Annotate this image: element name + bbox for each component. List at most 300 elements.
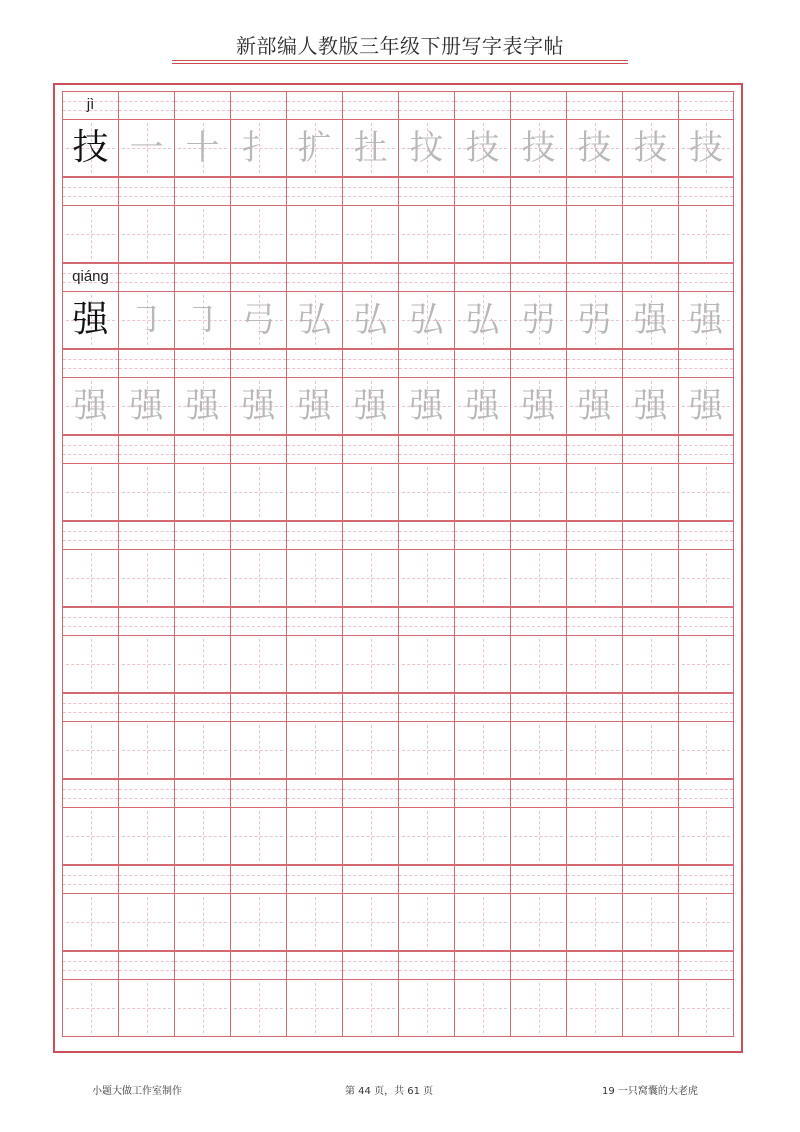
pinyin-row: [62, 521, 734, 549]
page-title: 新部编人教版三年级下册写字表字帖: [236, 34, 564, 58]
pinyin-cell: [230, 91, 286, 119]
pinyin-cell: [230, 435, 286, 463]
pinyin-cell: [118, 607, 174, 635]
pinyin-cell: [622, 693, 678, 721]
pinyin-cell: [342, 951, 398, 979]
pinyin-cell: [510, 607, 566, 635]
pinyin-cell: [62, 521, 118, 549]
tianzige-cell: [230, 893, 286, 951]
pinyin-cell: [342, 263, 398, 291]
pinyin-cell: [118, 91, 174, 119]
tianzige-cell: [118, 807, 174, 865]
pinyin-cell: [286, 91, 342, 119]
tianzige-cell: [230, 205, 286, 263]
trace-character: ㇆: [185, 300, 220, 340]
tianzige-cell: [230, 979, 286, 1037]
pinyin-cell: [62, 177, 118, 205]
pinyin-cell: [678, 865, 734, 893]
tianzige-cell: [398, 807, 454, 865]
tianzige-cell: [342, 893, 398, 951]
tianzige-cell: [398, 979, 454, 1037]
tianzige-cell: [566, 291, 622, 349]
trace-character: 强: [689, 300, 723, 340]
pinyin-cell: [678, 177, 734, 205]
tianzige-cell: [118, 119, 174, 177]
trace-character: 强: [521, 386, 556, 426]
tianzige-cell: [342, 549, 398, 607]
tianzige-cell: [62, 205, 118, 263]
pinyin-cell: [342, 91, 398, 119]
pinyin-cell: [174, 521, 230, 549]
trace-character: 弘: [409, 300, 444, 340]
pinyin-cell: [510, 865, 566, 893]
tianzige-cell: [342, 119, 398, 177]
tianzige-cell: [286, 205, 342, 263]
tianzige-cell: [510, 893, 566, 951]
tianzige-cell: [678, 635, 734, 693]
trace-character: 强: [577, 386, 612, 426]
pinyin-row: [62, 349, 734, 377]
tianzige-cell: [454, 807, 510, 865]
tianzige-cell: [566, 721, 622, 779]
pinyin-cell: [398, 951, 454, 979]
tianzige-cell: [454, 549, 510, 607]
trace-character: 强: [633, 386, 668, 426]
trace-character: 技: [633, 128, 668, 168]
trace-character: 弜: [521, 300, 556, 340]
pinyin-row: [62, 779, 734, 807]
tianzige-cell: [566, 377, 622, 435]
tianzige-cell: [174, 463, 230, 521]
pinyin-cell: [398, 607, 454, 635]
tianzige-cell: [286, 119, 342, 177]
pinyin-label: jì: [86, 96, 95, 113]
pinyin-cell: [566, 951, 622, 979]
tianzige-cell: [286, 807, 342, 865]
pinyin-cell: [622, 521, 678, 549]
pinyin-cell: [622, 349, 678, 377]
pinyin-cell: [566, 865, 622, 893]
character-row: [62, 291, 734, 349]
tianzige-cell: [566, 205, 622, 263]
pinyin-cell: [286, 607, 342, 635]
pinyin-cell: [174, 349, 230, 377]
tianzige-cell: [678, 807, 734, 865]
pinyin-cell: [454, 521, 510, 549]
tianzige-cell: [118, 721, 174, 779]
tianzige-cell: [566, 979, 622, 1037]
trace-character: 扩: [297, 128, 332, 168]
tianzige-cell: [62, 635, 118, 693]
tianzige-cell: [62, 893, 118, 951]
tianzige-cell: [454, 205, 510, 263]
tianzige-cell: [286, 549, 342, 607]
character-row: [62, 205, 734, 263]
pinyin-cell: [342, 435, 398, 463]
pinyin-cell: [286, 349, 342, 377]
tianzige-cell: [62, 291, 118, 349]
pinyin-cell: [622, 607, 678, 635]
trace-character: 一: [129, 128, 164, 168]
tianzige-cell: [118, 979, 174, 1037]
tianzige-cell: [678, 119, 734, 177]
tianzige-cell: [510, 979, 566, 1037]
tianzige-cell: [342, 377, 398, 435]
trace-character: 强: [633, 300, 668, 340]
pinyin-cell: [62, 607, 118, 635]
pinyin-cell: [118, 177, 174, 205]
trace-character: 强: [241, 386, 276, 426]
tianzige-cell: [174, 635, 230, 693]
pinyin-row: [62, 435, 734, 463]
trace-character: 强: [689, 386, 723, 426]
pinyin-cell: [398, 263, 454, 291]
tianzige-cell: [566, 549, 622, 607]
pinyin-cell: [510, 349, 566, 377]
tianzige-cell: [62, 721, 118, 779]
tianzige-cell: [174, 549, 230, 607]
pinyin-row: [62, 91, 734, 119]
trace-character: 强: [409, 386, 444, 426]
tianzige-cell: [398, 893, 454, 951]
tianzige-cell: [230, 291, 286, 349]
trace-character: 弘: [353, 300, 388, 340]
pinyin-cell: [118, 435, 174, 463]
pinyin-cell: [678, 263, 734, 291]
pinyin-cell: [230, 607, 286, 635]
tianzige-cell: [678, 893, 734, 951]
tianzige-cell: [174, 979, 230, 1037]
pinyin-cell: [566, 607, 622, 635]
tianzige-cell: [622, 377, 678, 435]
pinyin-cell: [510, 177, 566, 205]
pinyin-cell: [454, 779, 510, 807]
pinyin-cell: [342, 349, 398, 377]
tianzige-cell: [230, 549, 286, 607]
tianzige-cell: [454, 463, 510, 521]
tianzige-cell: [622, 893, 678, 951]
tianzige-cell: [678, 205, 734, 263]
pinyin-cell: [622, 865, 678, 893]
tianzige-cell: [286, 979, 342, 1037]
trace-character: 弘: [297, 300, 332, 340]
tianzige-cell: [454, 979, 510, 1037]
pinyin-cell: [510, 91, 566, 119]
tianzige-cell: [398, 119, 454, 177]
pinyin-cell: [286, 435, 342, 463]
tianzige-cell: [510, 463, 566, 521]
pinyin-cell: [286, 177, 342, 205]
pinyin-cell: [342, 779, 398, 807]
tianzige-cell: [230, 807, 286, 865]
tianzige-cell: [342, 721, 398, 779]
pinyin-cell: [286, 779, 342, 807]
tianzige-cell: [510, 549, 566, 607]
tianzige-cell: [286, 377, 342, 435]
tianzige-cell: [342, 979, 398, 1037]
pinyin-cell: [286, 263, 342, 291]
trace-character: 强: [73, 386, 108, 426]
tianzige-cell: [622, 635, 678, 693]
tianzige-cell: [62, 807, 118, 865]
tianzige-cell: [510, 291, 566, 349]
tianzige-cell: [454, 721, 510, 779]
pinyin-cell: [566, 349, 622, 377]
character-row: [62, 549, 734, 607]
tianzige-cell: [454, 893, 510, 951]
tianzige-cell: [678, 721, 734, 779]
pinyin-cell: [342, 177, 398, 205]
tianzige-cell: [678, 549, 734, 607]
pinyin-cell: [454, 951, 510, 979]
tianzige-cell: [622, 979, 678, 1037]
tianzige-cell: [398, 549, 454, 607]
tianzige-cell: [118, 549, 174, 607]
tianzige-cell: [454, 635, 510, 693]
tianzige-cell: [342, 205, 398, 263]
pinyin-cell: [342, 865, 398, 893]
trace-character: 强: [185, 386, 220, 426]
tianzige-cell: [454, 119, 510, 177]
character-row: [62, 721, 734, 779]
pinyin-row: [62, 951, 734, 979]
tianzige-cell: [622, 463, 678, 521]
tianzige-cell: [398, 377, 454, 435]
pinyin-cell: [398, 435, 454, 463]
tianzige-cell: [342, 807, 398, 865]
pinyin-row: [62, 177, 734, 205]
tianzige-cell: [398, 635, 454, 693]
tianzige-cell: [174, 205, 230, 263]
tianzige-cell: [566, 807, 622, 865]
pinyin-cell: [230, 521, 286, 549]
tianzige-cell: [566, 119, 622, 177]
tianzige-cell: [566, 463, 622, 521]
model-character: 强: [72, 299, 109, 340]
pinyin-cell: [622, 435, 678, 463]
pinyin-cell: [678, 349, 734, 377]
pinyin-cell: [398, 693, 454, 721]
tianzige-cell: [342, 463, 398, 521]
pinyin-cell: [230, 779, 286, 807]
trace-character: 弓: [241, 300, 276, 340]
tianzige-cell: [678, 979, 734, 1037]
pinyin-cell: [62, 693, 118, 721]
pinyin-cell: [230, 951, 286, 979]
tianzige-cell: [510, 807, 566, 865]
pinyin-cell: [678, 779, 734, 807]
tianzige-cell: [566, 635, 622, 693]
tianzige-cell: [622, 807, 678, 865]
pinyin-cell: [454, 177, 510, 205]
footer-page-number: 第 44 页，共 61 页: [345, 1086, 434, 1097]
title-underline-top: [172, 60, 628, 61]
pinyin-cell: [118, 865, 174, 893]
tianzige-cell: [230, 377, 286, 435]
model-character: 技: [72, 127, 109, 168]
pinyin-cell: [62, 91, 118, 119]
tianzige-cell: [454, 291, 510, 349]
trace-character: 扌: [241, 128, 276, 168]
pinyin-cell: [398, 177, 454, 205]
pinyin-cell: [622, 177, 678, 205]
pinyin-cell: [398, 865, 454, 893]
pinyin-cell: [454, 349, 510, 377]
pinyin-cell: [230, 263, 286, 291]
pinyin-cell: [118, 951, 174, 979]
tianzige-cell: [118, 893, 174, 951]
tianzige-cell: [622, 119, 678, 177]
tianzige-cell: [286, 291, 342, 349]
tianzige-cell: [118, 463, 174, 521]
tianzige-cell: [342, 635, 398, 693]
tianzige-cell: [62, 979, 118, 1037]
trace-character: ㇆: [129, 300, 164, 340]
tianzige-cell: [678, 377, 734, 435]
pinyin-cell: [118, 263, 174, 291]
pinyin-cell: [566, 693, 622, 721]
pinyin-cell: [174, 177, 230, 205]
pinyin-cell: [62, 951, 118, 979]
footer-left: 小题大做工作室制作: [92, 1086, 182, 1097]
pinyin-row: [62, 865, 734, 893]
pinyin-cell: [118, 349, 174, 377]
tianzige-cell: [286, 721, 342, 779]
pinyin-cell: [566, 177, 622, 205]
pinyin-cell: [174, 435, 230, 463]
pinyin-cell: [678, 607, 734, 635]
pinyin-cell: [454, 263, 510, 291]
tianzige-cell: [174, 721, 230, 779]
pinyin-cell: [62, 435, 118, 463]
pinyin-cell: [174, 91, 230, 119]
tianzige-cell: [286, 463, 342, 521]
tianzige-cell: [454, 377, 510, 435]
footer-lesson-title: 19 一只窝囊的大老虎: [602, 1086, 698, 1097]
character-row: [62, 377, 734, 435]
pinyin-cell: [454, 607, 510, 635]
pinyin-cell: [342, 521, 398, 549]
pinyin-row: [62, 693, 734, 721]
pinyin-cell: [342, 693, 398, 721]
trace-character: 弜: [577, 300, 612, 340]
pinyin-cell: [510, 693, 566, 721]
pinyin-cell: [622, 779, 678, 807]
tianzige-cell: [398, 721, 454, 779]
pinyin-cell: [398, 349, 454, 377]
pinyin-cell: [62, 263, 118, 291]
tianzige-cell: [566, 893, 622, 951]
character-row: [62, 635, 734, 693]
pinyin-cell: [174, 951, 230, 979]
pinyin-cell: [678, 951, 734, 979]
pinyin-cell: [510, 521, 566, 549]
trace-character: 技: [577, 128, 612, 168]
pinyin-cell: [174, 607, 230, 635]
pinyin-cell: [230, 693, 286, 721]
pinyin-cell: [454, 865, 510, 893]
pinyin-cell: [118, 693, 174, 721]
pinyin-label: qiáng: [72, 268, 109, 285]
tianzige-cell: [174, 119, 230, 177]
tianzige-cell: [174, 893, 230, 951]
trace-character: 扗: [353, 128, 388, 168]
tianzige-cell: [510, 721, 566, 779]
pinyin-cell: [454, 693, 510, 721]
trace-character: 抆: [409, 128, 444, 168]
tianzige-cell: [230, 463, 286, 521]
character-row: [62, 979, 734, 1037]
pinyin-cell: [566, 91, 622, 119]
practice-grid: [62, 91, 734, 1037]
pinyin-cell: [118, 779, 174, 807]
tianzige-cell: [174, 377, 230, 435]
character-row: [62, 463, 734, 521]
pinyin-cell: [174, 263, 230, 291]
tianzige-cell: [678, 291, 734, 349]
pinyin-row: [62, 263, 734, 291]
pinyin-cell: [62, 779, 118, 807]
pinyin-cell: [510, 263, 566, 291]
tianzige-cell: [398, 205, 454, 263]
pinyin-cell: [398, 91, 454, 119]
pinyin-cell: [566, 521, 622, 549]
pinyin-cell: [230, 865, 286, 893]
pinyin-cell: [398, 521, 454, 549]
pinyin-cell: [174, 865, 230, 893]
pinyin-cell: [678, 521, 734, 549]
character-row: [62, 807, 734, 865]
pinyin-cell: [230, 349, 286, 377]
tianzige-cell: [510, 635, 566, 693]
pinyin-cell: [286, 693, 342, 721]
trace-character: 技: [521, 128, 556, 168]
tianzige-cell: [62, 377, 118, 435]
tianzige-cell: [118, 377, 174, 435]
tianzige-cell: [174, 807, 230, 865]
tianzige-cell: [230, 119, 286, 177]
trace-character: 强: [297, 386, 332, 426]
tianzige-cell: [622, 205, 678, 263]
trace-character: 技: [465, 128, 500, 168]
tianzige-cell: [118, 635, 174, 693]
trace-character: 弘: [465, 300, 500, 340]
tianzige-cell: [622, 549, 678, 607]
pinyin-cell: [286, 865, 342, 893]
tianzige-cell: [118, 205, 174, 263]
pinyin-cell: [678, 693, 734, 721]
pinyin-cell: [286, 521, 342, 549]
tianzige-cell: [342, 291, 398, 349]
tianzige-cell: [230, 721, 286, 779]
trace-character: 十: [185, 128, 220, 168]
tianzige-cell: [510, 205, 566, 263]
trace-character: 强: [465, 386, 500, 426]
pinyin-cell: [622, 91, 678, 119]
pinyin-cell: [454, 91, 510, 119]
title-underline-bottom: [172, 63, 628, 64]
pinyin-cell: [622, 951, 678, 979]
pinyin-row: [62, 607, 734, 635]
pinyin-cell: [510, 951, 566, 979]
pinyin-cell: [62, 865, 118, 893]
tianzige-cell: [678, 463, 734, 521]
pinyin-cell: [566, 779, 622, 807]
character-row: [62, 893, 734, 951]
tianzige-cell: [230, 635, 286, 693]
pinyin-cell: [118, 521, 174, 549]
pinyin-cell: [566, 435, 622, 463]
